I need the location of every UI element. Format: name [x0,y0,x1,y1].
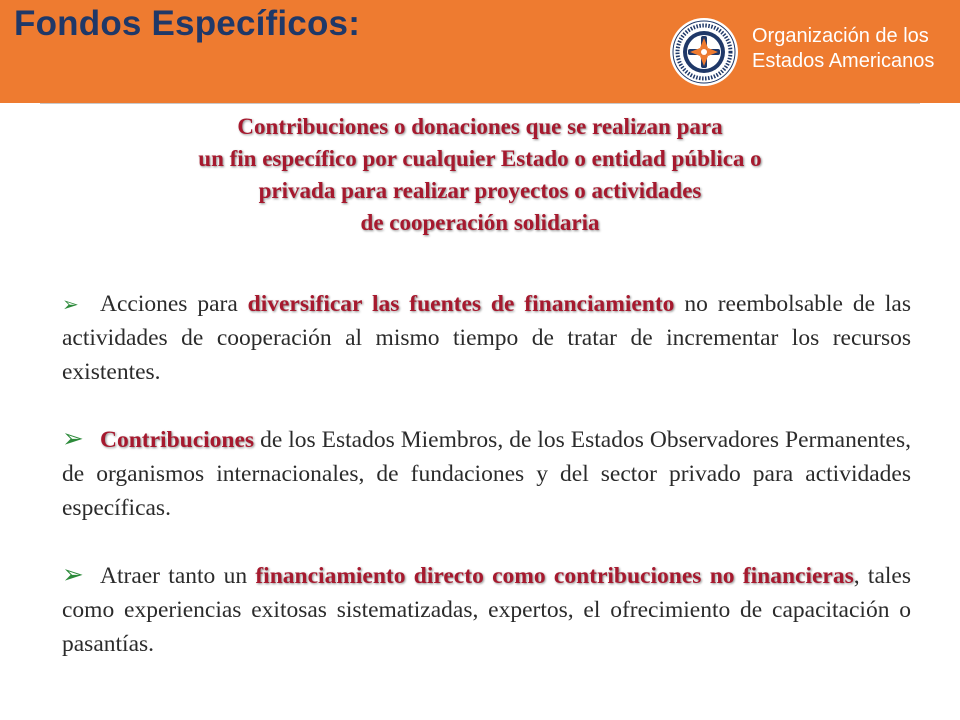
bullet-list [62,287,911,694]
org-name-line1: Organización de los [752,25,929,47]
bullet-highlight: financiamiento directo como contribuciones no financieras [255,563,854,589]
subtitle-line: Contribuciones o donaciones que se realizan para [237,114,723,139]
arrow-bullet-icon: ➢ [62,292,79,316]
header-banner [0,0,960,103]
bullet-item [62,287,911,389]
arrow-bullet-icon: ➢ [62,560,84,590]
subtitle-line: un fin específico por cualquier Estado o entidad pública o [198,146,762,171]
bullet-text: de los Estados Miembros, de los Estados Observadores Permanentes, de organismos internacionales, de fundaciones y del sector privado para actividades específicas. [62,427,911,521]
bullet-text: Atraer tanto un [100,563,256,589]
bullet-text: , tales como experiencias exitosas sistematizadas, expertos, el ofrecimiento de capacitación o pasantías. [62,563,911,657]
slide-subtitle [100,111,860,239]
slide-title: Fondos Específicos: [14,4,361,43]
bullet-highlight: diversificar las fuentes de financiamiento [247,291,675,317]
arrow-bullet-icon: ➢ [62,424,84,454]
bullet-highlight: Contribuciones [100,427,255,453]
org-name-line2: Estados Americanos [752,50,935,72]
header-divider [40,103,920,104]
subtitle-line: privada para realizar proyectos o actividades [258,178,702,203]
subtitle-line: de cooperación solidaria [360,210,600,235]
bullet-item [62,422,911,525]
bullet-text: no reembolsable de las actividades de cooperación al mismo tiempo de tratar de incrementar los recursos existentes. [62,291,912,385]
bullet-text: Acciones para [100,291,248,317]
oas-logo [668,16,948,96]
org-name [752,24,934,74]
bullet-item [62,558,911,661]
oas-seal-icon [668,16,740,88]
